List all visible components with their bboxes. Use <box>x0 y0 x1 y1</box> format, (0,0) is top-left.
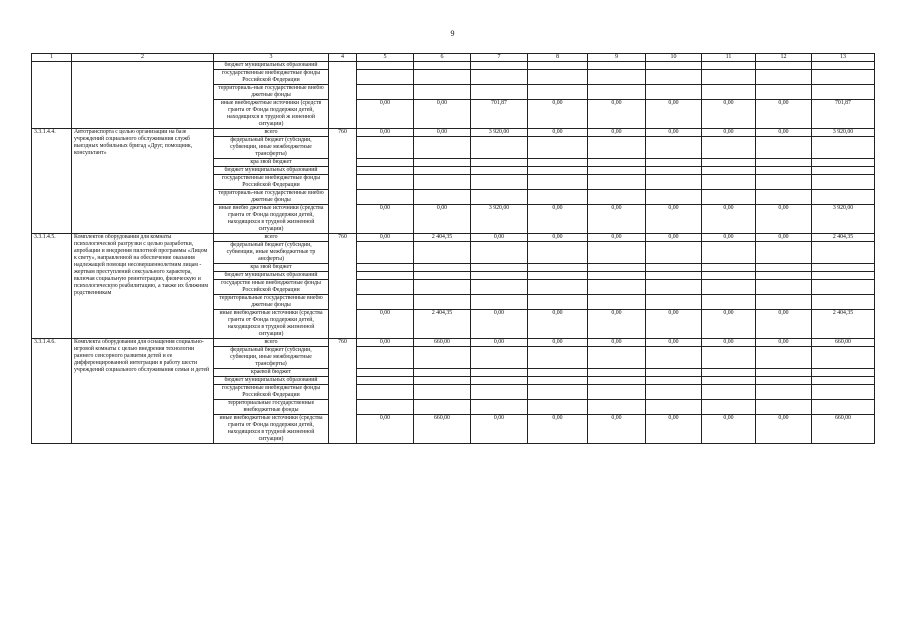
item-name: Комплектов оборудования для комнаты психологической разгрузки с целью разработки, апробации и внедрения пилотной программы «Лицом к свету», направленной на обеспечение оказания надлежащей помощи несовершеннолетним лицам - жертвам преступлений сексуального характера, включая социальную реинтеграцию, физическую и психологическую реабилитацию, а также их ближним родственникам <box>72 234 214 339</box>
amount-cell <box>357 264 414 272</box>
funding-source: государственные внебюджетные фонды Российской Федерации <box>214 70 329 85</box>
amount-cell <box>357 137 414 159</box>
column-header: 11 <box>702 54 756 62</box>
amount-cell: 0,00 <box>646 205 702 234</box>
amount-cell <box>756 295 812 310</box>
amount-cell <box>646 272 702 280</box>
amount-cell: 0,00 <box>702 310 756 339</box>
amount-cell <box>702 242 756 264</box>
amount-cell <box>414 137 471 159</box>
amount-cell <box>528 137 588 159</box>
funding-source: кра звой бюджет <box>214 264 329 272</box>
amount-cell <box>756 190 812 205</box>
amount-cell <box>702 400 756 415</box>
amount-cell: 0,00 <box>357 415 414 444</box>
amount-cell: 0,00 <box>588 234 646 242</box>
amount-cell: 0,00 <box>588 100 646 129</box>
amount-cell <box>528 159 588 167</box>
amount-cell <box>646 400 702 415</box>
amount-cell <box>414 264 471 272</box>
amount-cell <box>471 175 528 190</box>
amount-cell <box>471 190 528 205</box>
amount-cell: 0,00 <box>528 205 588 234</box>
amount-cell: 0,00 <box>702 234 756 242</box>
amount-cell <box>471 295 528 310</box>
amount-cell: 0,00 <box>646 415 702 444</box>
amount-cell: 0,00 <box>357 234 414 242</box>
amount-cell <box>588 242 646 264</box>
amount-cell <box>702 190 756 205</box>
amount-cell: 0,00 <box>756 234 812 242</box>
amount-cell <box>471 167 528 175</box>
funding-source: иные внебю джетные источники (средства гранта от Фонда поддержки детей, находящихся в трудной жизненной ситуации) <box>214 205 329 234</box>
amount-cell <box>702 295 756 310</box>
amount-cell <box>588 137 646 159</box>
funding-source: территориаль-ные государственные внебю джетные фонды <box>214 85 329 100</box>
funding-source: бюджет муниципальных образований <box>214 272 329 280</box>
amount-cell <box>646 242 702 264</box>
amount-cell <box>702 62 756 70</box>
amount-cell <box>471 242 528 264</box>
amount-cell <box>471 159 528 167</box>
table-row <box>32 234 875 242</box>
amount-cell <box>471 369 528 377</box>
amount-cell <box>357 272 414 280</box>
amount-cell: 0,00 <box>528 415 588 444</box>
item-name <box>72 62 214 129</box>
funding-source: иные внебюджетные источники (средств гранта от Фонда поддержки детей, находящихся в трудной ж изненной ситуации) <box>214 100 329 129</box>
amount-cell <box>646 264 702 272</box>
funding-source: всего <box>214 339 329 347</box>
amount-cell <box>702 272 756 280</box>
amount-cell <box>471 347 528 369</box>
amount-cell <box>528 400 588 415</box>
amount-cell <box>357 369 414 377</box>
amount-cell: 0,00 <box>646 100 702 129</box>
column-header: 8 <box>528 54 588 62</box>
amount-cell <box>528 377 588 385</box>
amount-cell: 0,00 <box>357 129 414 137</box>
amount-cell <box>812 385 875 400</box>
amount-cell <box>471 280 528 295</box>
funding-source: федеральный бюджет (субсидии, субвенции, иные межбюджетные трансферты) <box>214 137 329 159</box>
amount-cell: 0,00 <box>414 100 471 129</box>
amount-cell <box>756 167 812 175</box>
amount-cell <box>588 347 646 369</box>
grbs-code: 760 <box>329 129 357 234</box>
amount-cell <box>646 280 702 295</box>
amount-cell: 0,00 <box>471 234 528 242</box>
amount-cell <box>528 70 588 85</box>
amount-cell <box>812 159 875 167</box>
amount-cell: 0,00 <box>756 415 812 444</box>
amount-cell <box>414 369 471 377</box>
amount-cell <box>756 272 812 280</box>
amount-cell: 2 404,35 <box>812 310 875 339</box>
funding-source: государственные внебюджетные фонды Российской Федерации <box>214 175 329 190</box>
item-code: 3.3.1.4.6. <box>32 339 72 444</box>
amount-cell <box>528 167 588 175</box>
amount-cell <box>357 85 414 100</box>
amount-cell <box>702 264 756 272</box>
amount-cell <box>357 62 414 70</box>
amount-cell <box>414 385 471 400</box>
amount-cell <box>702 167 756 175</box>
item-code: 3.3.1.4.4. <box>32 129 72 234</box>
amount-cell: 0,00 <box>756 310 812 339</box>
funding-source: федеральный бюджет (субсидии, субвенции, иные межбюджетные тр ансферты) <box>214 242 329 264</box>
amount-cell <box>812 347 875 369</box>
amount-cell <box>702 175 756 190</box>
amount-cell <box>471 70 528 85</box>
table-row <box>32 62 875 70</box>
amount-cell: 0,00 <box>588 310 646 339</box>
amount-cell <box>812 175 875 190</box>
amount-cell: 0,00 <box>471 339 528 347</box>
amount-cell: 0,00 <box>702 339 756 347</box>
column-header: 1 <box>32 54 72 62</box>
amount-cell <box>414 295 471 310</box>
amount-cell <box>588 369 646 377</box>
amount-cell <box>528 242 588 264</box>
amount-cell <box>414 167 471 175</box>
amount-cell: 0,00 <box>528 129 588 137</box>
amount-cell <box>812 280 875 295</box>
amount-cell: 2 404,35 <box>414 234 471 242</box>
amount-cell <box>528 85 588 100</box>
amount-cell <box>414 159 471 167</box>
page-number: 9 <box>450 29 455 38</box>
amount-cell <box>812 272 875 280</box>
amount-cell <box>357 175 414 190</box>
amount-cell <box>357 347 414 369</box>
amount-cell: 3 920,00 <box>812 129 875 137</box>
amount-cell <box>702 347 756 369</box>
amount-cell <box>812 242 875 264</box>
item-code: 3.3.1.4.5. <box>32 234 72 339</box>
amount-cell <box>756 85 812 100</box>
amount-cell <box>414 242 471 264</box>
amount-cell <box>812 62 875 70</box>
amount-cell <box>588 264 646 272</box>
amount-cell: 0,00 <box>414 205 471 234</box>
amount-cell <box>414 62 471 70</box>
amount-cell: 0,00 <box>357 339 414 347</box>
amount-cell <box>414 347 471 369</box>
amount-cell <box>646 159 702 167</box>
amount-cell <box>756 264 812 272</box>
amount-cell <box>646 347 702 369</box>
funding-source: всего <box>214 129 329 137</box>
funding-source: государстве нные внебюджетные фонды Российской Федерации <box>214 280 329 295</box>
amount-cell <box>357 159 414 167</box>
amount-cell <box>414 280 471 295</box>
funding-source: иные внебюджетные источники (средства гранта от Фонда поддержки детей, находящихся в трудной жизненной ситуации) <box>214 310 329 339</box>
amount-cell <box>756 70 812 85</box>
amount-cell <box>588 400 646 415</box>
amount-cell <box>702 70 756 85</box>
column-header: 7 <box>471 54 528 62</box>
amount-cell <box>471 377 528 385</box>
grbs-code: 760 <box>329 234 357 339</box>
amount-cell: 0,00 <box>528 339 588 347</box>
table-row <box>32 129 875 137</box>
amount-cell <box>588 62 646 70</box>
amount-cell: 0,00 <box>528 234 588 242</box>
amount-cell <box>756 400 812 415</box>
amount-cell <box>414 377 471 385</box>
amount-cell <box>588 190 646 205</box>
funding-source: бюджет муниципальных образований <box>214 167 329 175</box>
amount-cell: 0,00 <box>528 100 588 129</box>
amount-cell: 0,00 <box>588 415 646 444</box>
column-header: 9 <box>588 54 646 62</box>
amount-cell <box>646 295 702 310</box>
amount-cell <box>702 369 756 377</box>
amount-cell: 701,87 <box>471 100 528 129</box>
funding-source: бюджет муниципальных образований <box>214 377 329 385</box>
column-header: 10 <box>646 54 702 62</box>
column-header: 3 <box>214 54 329 62</box>
column-header: 12 <box>756 54 812 62</box>
amount-cell <box>588 70 646 85</box>
amount-cell: 660,00 <box>812 339 875 347</box>
amount-cell: 0,00 <box>756 339 812 347</box>
funding-source: государственные внебюджетные фонды Российской Федерации <box>214 385 329 400</box>
amount-cell <box>357 385 414 400</box>
amount-cell <box>414 175 471 190</box>
amount-cell <box>588 272 646 280</box>
amount-cell <box>471 85 528 100</box>
budget-table <box>31 53 875 444</box>
amount-cell <box>702 377 756 385</box>
amount-cell: 2 404,35 <box>414 310 471 339</box>
amount-cell <box>471 400 528 415</box>
amount-cell <box>528 175 588 190</box>
amount-cell <box>756 175 812 190</box>
amount-cell <box>812 369 875 377</box>
amount-cell <box>646 167 702 175</box>
amount-cell <box>414 85 471 100</box>
amount-cell <box>357 70 414 85</box>
amount-cell: 0,00 <box>528 310 588 339</box>
item-name: Комплекта оборудования для оснащения социально-игровой комнаты с целью внедрения технологии раннего сенсорного развития детей и ее дифференцированной интеграции в работу шести учреждений социального обслуживания семьи и детей <box>72 339 214 444</box>
amount-cell <box>702 159 756 167</box>
amount-cell: 0,00 <box>471 310 528 339</box>
column-header: 2 <box>72 54 214 62</box>
amount-cell <box>471 62 528 70</box>
amount-cell <box>414 272 471 280</box>
funding-source: иные внебюджетные источники (средства гранта от Фонда поддержки детей, находящихся в трудной жизненной ситуации) <box>214 415 329 444</box>
amount-cell <box>812 70 875 85</box>
amount-cell <box>646 70 702 85</box>
amount-cell <box>812 400 875 415</box>
amount-cell <box>756 280 812 295</box>
amount-cell <box>528 190 588 205</box>
amount-cell: 0,00 <box>646 310 702 339</box>
amount-cell <box>588 85 646 100</box>
amount-cell <box>528 264 588 272</box>
amount-cell <box>357 190 414 205</box>
amount-cell <box>812 190 875 205</box>
amount-cell <box>414 70 471 85</box>
amount-cell <box>471 272 528 280</box>
amount-cell <box>756 347 812 369</box>
column-header: 4 <box>329 54 357 62</box>
amount-cell: 0,00 <box>646 339 702 347</box>
amount-cell <box>357 295 414 310</box>
amount-cell: 0,00 <box>702 100 756 129</box>
amount-cell <box>646 175 702 190</box>
amount-cell <box>756 159 812 167</box>
amount-cell <box>812 137 875 159</box>
amount-cell <box>756 242 812 264</box>
amount-cell: 0,00 <box>414 129 471 137</box>
amount-cell: 660,00 <box>414 415 471 444</box>
amount-cell: 0,00 <box>357 310 414 339</box>
amount-cell <box>528 295 588 310</box>
amount-cell <box>756 62 812 70</box>
amount-cell: 0,00 <box>357 205 414 234</box>
amount-cell: 660,00 <box>812 415 875 444</box>
amount-cell: 660,00 <box>414 339 471 347</box>
amount-cell <box>528 385 588 400</box>
amount-cell <box>357 280 414 295</box>
amount-cell: 0,00 <box>588 339 646 347</box>
amount-cell <box>414 190 471 205</box>
amount-cell <box>357 377 414 385</box>
amount-cell <box>702 85 756 100</box>
column-header-row <box>32 54 875 62</box>
amount-cell <box>812 377 875 385</box>
amount-cell <box>357 242 414 264</box>
grbs-code: 760 <box>329 339 357 444</box>
amount-cell <box>646 369 702 377</box>
column-header: 6 <box>414 54 471 62</box>
amount-cell: 0,00 <box>756 129 812 137</box>
amount-cell <box>588 385 646 400</box>
funding-source: территориальные государственные внебюджетные фонды <box>214 400 329 415</box>
amount-cell: 0,00 <box>357 100 414 129</box>
amount-cell <box>702 385 756 400</box>
amount-cell: 2 404,35 <box>812 234 875 242</box>
amount-cell <box>756 385 812 400</box>
amount-cell <box>471 264 528 272</box>
amount-cell <box>756 137 812 159</box>
funding-source: федеральный бюджет (субсидии, субвенции, иные межбюджетные трансферты) <box>214 347 329 369</box>
funding-source: всего <box>214 234 329 242</box>
amount-cell: 0,00 <box>646 129 702 137</box>
amount-cell <box>588 167 646 175</box>
amount-cell <box>588 159 646 167</box>
amount-cell <box>702 280 756 295</box>
amount-cell: 0,00 <box>588 129 646 137</box>
amount-cell <box>528 62 588 70</box>
amount-cell: 0,00 <box>702 129 756 137</box>
amount-cell: 0,00 <box>471 415 528 444</box>
amount-cell <box>646 377 702 385</box>
amount-cell <box>588 280 646 295</box>
amount-cell <box>756 369 812 377</box>
amount-cell <box>588 295 646 310</box>
amount-cell: 0,00 <box>646 234 702 242</box>
table-row <box>32 339 875 347</box>
amount-cell <box>702 137 756 159</box>
amount-cell: 0,00 <box>702 415 756 444</box>
amount-cell <box>528 280 588 295</box>
amount-cell <box>646 137 702 159</box>
amount-cell <box>812 167 875 175</box>
column-header: 13 <box>812 54 875 62</box>
amount-cell <box>528 369 588 377</box>
amount-cell <box>528 347 588 369</box>
amount-cell <box>646 190 702 205</box>
funding-source: кра звой бюджет <box>214 159 329 167</box>
amount-cell <box>812 295 875 310</box>
amount-cell: 3 920,00 <box>812 205 875 234</box>
amount-cell <box>414 400 471 415</box>
funding-source: территориаль-ные государственные внебю джетные фонды <box>214 190 329 205</box>
grbs-code <box>329 62 357 129</box>
item-name: Автотранспорта с целью организации на базе учреждений социального обслуживания служб выездных мобильных бригад «Друг, помощник, консультант» <box>72 129 214 234</box>
amount-cell: 0,00 <box>702 205 756 234</box>
amount-cell <box>588 175 646 190</box>
amount-cell <box>357 400 414 415</box>
amount-cell <box>471 137 528 159</box>
amount-cell <box>812 264 875 272</box>
funding-source: краевой бюджет <box>214 369 329 377</box>
amount-cell <box>646 62 702 70</box>
amount-cell <box>357 167 414 175</box>
amount-cell: 0,00 <box>756 205 812 234</box>
amount-cell <box>812 85 875 100</box>
amount-cell: 3 920,00 <box>471 205 528 234</box>
amount-cell <box>646 385 702 400</box>
column-header: 5 <box>357 54 414 62</box>
amount-cell: 0,00 <box>756 100 812 129</box>
amount-cell: 0,00 <box>588 205 646 234</box>
amount-cell <box>528 272 588 280</box>
amount-cell <box>646 85 702 100</box>
funding-source: бюджет муниципальных образований <box>214 62 329 70</box>
funding-source: территориальные государственные внебю джетные фонды <box>214 295 329 310</box>
amount-cell <box>471 385 528 400</box>
amount-cell: 3 920,00 <box>471 129 528 137</box>
amount-cell <box>756 377 812 385</box>
amount-cell: 701,87 <box>812 100 875 129</box>
amount-cell <box>588 377 646 385</box>
item-code <box>32 62 72 129</box>
